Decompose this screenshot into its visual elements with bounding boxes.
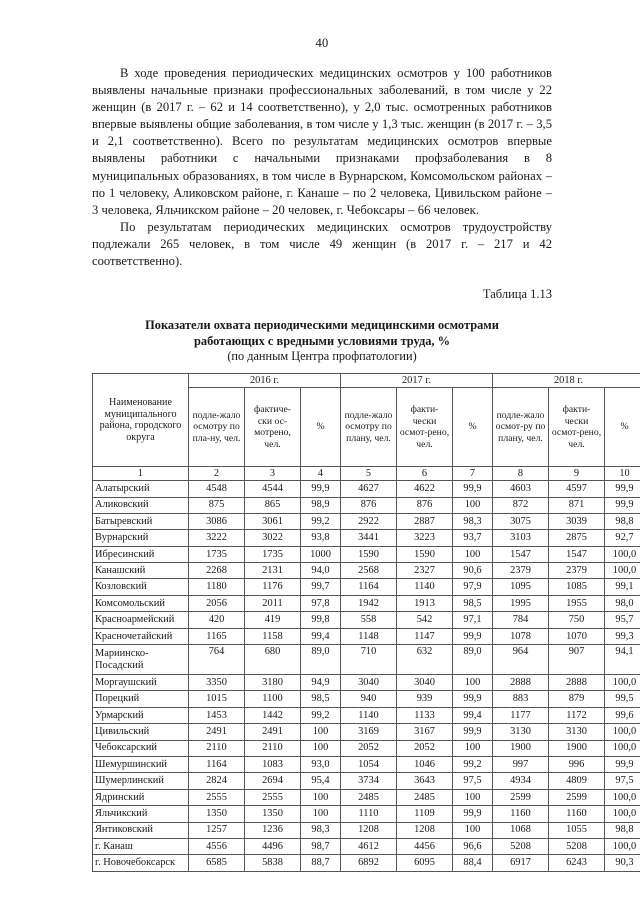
row-value-col-5: 6892 bbox=[341, 855, 397, 871]
table-row bbox=[93, 773, 640, 789]
header-2017-plan: подле-жало осмотру по плану, чел. bbox=[341, 388, 397, 467]
row-value-col-10: 100,0 bbox=[605, 546, 640, 562]
row-value-col-2: 1164 bbox=[189, 756, 245, 772]
row-value-col-7: 97,1 bbox=[453, 612, 493, 628]
row-value-col-2: 1165 bbox=[189, 628, 245, 644]
table-source: (по данным Центра профпатологии) bbox=[227, 349, 417, 364]
row-value-col-7: 100 bbox=[453, 497, 493, 513]
table-row bbox=[93, 481, 640, 497]
row-value-col-4: 100 bbox=[301, 740, 341, 756]
table-row bbox=[93, 645, 640, 675]
row-value-col-4: 99,8 bbox=[301, 612, 341, 628]
row-value-col-4: 100 bbox=[301, 806, 341, 822]
row-value-col-3: 865 bbox=[245, 497, 301, 513]
row-value-col-10: 99,6 bbox=[605, 707, 640, 723]
row-value-col-3: 1176 bbox=[245, 579, 301, 595]
row-value-col-9: 1055 bbox=[549, 822, 605, 838]
row-value-col-6: 3040 bbox=[397, 675, 453, 691]
row-district-name: Красночетайский bbox=[93, 628, 189, 644]
row-value-col-5: 876 bbox=[341, 497, 397, 513]
row-value-col-9: 4597 bbox=[549, 481, 605, 497]
row-district-name: г. Новочебоксарск bbox=[93, 855, 189, 871]
row-value-col-10: 100,0 bbox=[605, 806, 640, 822]
row-value-col-4: 99,7 bbox=[301, 579, 341, 595]
row-value-col-8: 1547 bbox=[493, 546, 549, 562]
row-value-col-2: 1015 bbox=[189, 691, 245, 707]
table-row bbox=[93, 675, 640, 691]
row-district-name: Алатырский bbox=[93, 481, 189, 497]
col-number-10: 10 bbox=[605, 467, 640, 481]
row-value-col-4: 94,9 bbox=[301, 675, 341, 691]
row-value-col-7: 90,6 bbox=[453, 563, 493, 579]
row-value-col-7: 99,9 bbox=[453, 806, 493, 822]
row-value-col-8: 3075 bbox=[493, 513, 549, 529]
row-value-col-2: 1453 bbox=[189, 707, 245, 723]
row-value-col-6: 542 bbox=[397, 612, 453, 628]
row-value-col-9: 2875 bbox=[549, 530, 605, 546]
row-value-col-5: 3734 bbox=[341, 773, 397, 789]
row-district-name: Аликовский bbox=[93, 497, 189, 513]
row-value-col-6: 3643 bbox=[397, 773, 453, 789]
row-value-col-2: 4548 bbox=[189, 481, 245, 497]
row-value-col-8: 883 bbox=[493, 691, 549, 707]
row-value-col-4: 1000 bbox=[301, 546, 341, 562]
row-value-col-3: 5838 bbox=[245, 855, 301, 871]
row-value-col-5: 2568 bbox=[341, 563, 397, 579]
row-value-col-5: 558 bbox=[341, 612, 397, 628]
row-value-col-10: 100,0 bbox=[605, 838, 640, 854]
row-value-col-3: 1100 bbox=[245, 691, 301, 707]
row-value-col-10: 92,7 bbox=[605, 530, 640, 546]
row-value-col-5: 1590 bbox=[341, 546, 397, 562]
row-value-col-8: 2599 bbox=[493, 789, 549, 805]
row-value-col-6: 1109 bbox=[397, 806, 453, 822]
header-2017-fact: факти-чески осмот-рено, чел. bbox=[397, 388, 453, 467]
page-number: 40 bbox=[315, 36, 329, 50]
col-number-3: 3 bbox=[245, 467, 301, 481]
row-value-col-9: 5208 bbox=[549, 838, 605, 854]
row-district-name: Комсомольский bbox=[93, 595, 189, 611]
row-district-name: Урмарский bbox=[93, 707, 189, 723]
row-value-col-8: 6917 bbox=[493, 855, 549, 871]
row-value-col-6: 1208 bbox=[397, 822, 453, 838]
header-2016-pct: % bbox=[301, 388, 341, 467]
row-district-name: Яльчикский bbox=[93, 806, 189, 822]
row-value-col-5: 1054 bbox=[341, 756, 397, 772]
row-district-name: Шемуршинский bbox=[93, 756, 189, 772]
row-value-col-3: 4496 bbox=[245, 838, 301, 854]
row-value-col-4: 100 bbox=[301, 789, 341, 805]
row-value-col-8: 1095 bbox=[493, 579, 549, 595]
row-value-col-3: 1735 bbox=[245, 546, 301, 562]
table-title-line1: Показатели охвата периодическими медицинскими осмотрами bbox=[145, 318, 499, 333]
row-value-col-8: 784 bbox=[493, 612, 549, 628]
row-value-col-8: 872 bbox=[493, 497, 549, 513]
header-2018-pct: % bbox=[605, 388, 640, 467]
row-value-col-2: 6585 bbox=[189, 855, 245, 871]
table-row bbox=[93, 612, 640, 628]
row-value-col-8: 4603 bbox=[493, 481, 549, 497]
header-2017-pct: % bbox=[453, 388, 493, 467]
row-value-col-5: 2922 bbox=[341, 513, 397, 529]
row-district-name: Вурнарский bbox=[93, 530, 189, 546]
row-value-col-8: 3103 bbox=[493, 530, 549, 546]
row-district-name: Моргаушский bbox=[93, 675, 189, 691]
table-row bbox=[93, 513, 640, 529]
row-value-col-3: 1442 bbox=[245, 707, 301, 723]
row-value-col-10: 98,8 bbox=[605, 513, 640, 529]
row-value-col-7: 97,9 bbox=[453, 579, 493, 595]
row-value-col-7: 98,5 bbox=[453, 595, 493, 611]
row-value-col-4: 89,0 bbox=[301, 645, 341, 675]
row-value-col-10: 99,1 bbox=[605, 579, 640, 595]
row-value-col-10: 99,9 bbox=[605, 756, 640, 772]
row-value-col-6: 939 bbox=[397, 691, 453, 707]
row-value-col-3: 2131 bbox=[245, 563, 301, 579]
row-value-col-10: 98,8 bbox=[605, 822, 640, 838]
row-value-col-7: 99,4 bbox=[453, 707, 493, 723]
row-value-col-6: 3223 bbox=[397, 530, 453, 546]
row-value-col-8: 1078 bbox=[493, 628, 549, 644]
row-value-col-6: 2485 bbox=[397, 789, 453, 805]
row-value-col-5: 3441 bbox=[341, 530, 397, 546]
row-value-col-7: 99,9 bbox=[453, 724, 493, 740]
row-value-col-7: 96,6 bbox=[453, 838, 493, 854]
row-value-col-3: 3022 bbox=[245, 530, 301, 546]
row-value-col-8: 1160 bbox=[493, 806, 549, 822]
row-value-col-6: 1590 bbox=[397, 546, 453, 562]
row-value-col-5: 940 bbox=[341, 691, 397, 707]
row-value-col-6: 1147 bbox=[397, 628, 453, 644]
row-value-col-7: 99,9 bbox=[453, 628, 493, 644]
header-group-2016: 2016 г. bbox=[189, 374, 341, 388]
row-value-col-5: 1148 bbox=[341, 628, 397, 644]
row-value-col-5: 1208 bbox=[341, 822, 397, 838]
row-value-col-5: 4627 bbox=[341, 481, 397, 497]
row-value-col-5: 2485 bbox=[341, 789, 397, 805]
row-value-col-6: 632 bbox=[397, 645, 453, 675]
table-row bbox=[93, 756, 640, 772]
row-value-col-7: 100 bbox=[453, 740, 493, 756]
row-value-col-7: 98,3 bbox=[453, 513, 493, 529]
row-value-col-6: 1133 bbox=[397, 707, 453, 723]
row-value-col-5: 1164 bbox=[341, 579, 397, 595]
row-value-col-10: 99,3 bbox=[605, 628, 640, 644]
row-value-col-2: 1735 bbox=[189, 546, 245, 562]
row-value-col-4: 98,7 bbox=[301, 838, 341, 854]
row-value-col-5: 1110 bbox=[341, 806, 397, 822]
header-name-column: Наименование муниципального района, городского округа bbox=[93, 374, 189, 467]
row-value-col-9: 2599 bbox=[549, 789, 605, 805]
row-value-col-9: 6243 bbox=[549, 855, 605, 871]
row-value-col-7: 89,0 bbox=[453, 645, 493, 675]
table-head-row-groups bbox=[93, 374, 640, 388]
row-value-col-6: 1140 bbox=[397, 579, 453, 595]
table-head-row-numbering bbox=[93, 467, 640, 481]
row-value-col-10: 98,0 bbox=[605, 595, 640, 611]
col-number-5: 5 bbox=[341, 467, 397, 481]
row-value-col-10: 95,7 bbox=[605, 612, 640, 628]
row-value-col-6: 2327 bbox=[397, 563, 453, 579]
row-value-col-10: 100,0 bbox=[605, 675, 640, 691]
row-district-name: Красноармейский bbox=[93, 612, 189, 628]
row-value-col-6: 1913 bbox=[397, 595, 453, 611]
header-group-2018: 2018 г. bbox=[493, 374, 640, 388]
table-row bbox=[93, 855, 640, 871]
row-value-col-10: 90,3 bbox=[605, 855, 640, 871]
row-value-col-8: 5208 bbox=[493, 838, 549, 854]
row-value-col-9: 1070 bbox=[549, 628, 605, 644]
row-value-col-2: 2268 bbox=[189, 563, 245, 579]
row-value-col-8: 2379 bbox=[493, 563, 549, 579]
row-district-name: Ибресинский bbox=[93, 546, 189, 562]
row-value-col-2: 2555 bbox=[189, 789, 245, 805]
row-value-col-5: 2052 bbox=[341, 740, 397, 756]
row-value-col-9: 907 bbox=[549, 645, 605, 675]
row-value-col-6: 1046 bbox=[397, 756, 453, 772]
row-value-col-4: 99,9 bbox=[301, 481, 341, 497]
row-value-col-7: 99,9 bbox=[453, 481, 493, 497]
row-value-col-9: 1085 bbox=[549, 579, 605, 595]
row-value-col-8: 4934 bbox=[493, 773, 549, 789]
row-value-col-4: 100 bbox=[301, 724, 341, 740]
row-value-col-9: 871 bbox=[549, 497, 605, 513]
row-value-col-3: 419 bbox=[245, 612, 301, 628]
row-value-col-9: 4809 bbox=[549, 773, 605, 789]
row-value-col-3: 1350 bbox=[245, 806, 301, 822]
row-value-col-3: 2555 bbox=[245, 789, 301, 805]
row-value-col-10: 97,5 bbox=[605, 773, 640, 789]
col-number-7: 7 bbox=[453, 467, 493, 481]
row-value-col-2: 2824 bbox=[189, 773, 245, 789]
row-value-col-2: 2110 bbox=[189, 740, 245, 756]
row-value-col-2: 2491 bbox=[189, 724, 245, 740]
table-row bbox=[93, 707, 640, 723]
table-row bbox=[93, 740, 640, 756]
row-value-col-9: 2888 bbox=[549, 675, 605, 691]
row-value-col-2: 3350 bbox=[189, 675, 245, 691]
paragraph-2: По результатам периодических медицинских осмотров трудоустройству подлежали 265 человек, в том числе 49 женщин (в 2017 г. – 217 и 42 соответственно). bbox=[92, 219, 552, 269]
row-value-col-10: 99,9 bbox=[605, 497, 640, 513]
row-value-col-7: 93,7 bbox=[453, 530, 493, 546]
row-value-col-8: 3130 bbox=[493, 724, 549, 740]
row-value-col-9: 996 bbox=[549, 756, 605, 772]
row-value-col-9: 879 bbox=[549, 691, 605, 707]
table-row bbox=[93, 546, 640, 562]
row-value-col-2: 2056 bbox=[189, 595, 245, 611]
row-value-col-8: 997 bbox=[493, 756, 549, 772]
paragraph-1: В ходе проведения периодических медицинских осмотров у 100 работников выявлены начальные признаки профессиональных заболеваний, в том числе у 22 женщин (в 2017 г. – 62 и 14 соответственно), у 2,0 тыс. осмотренных работников впервые выявлены общие заболевания, в том числе у 1,3 тыс. женщин (в 2017 г. – 3,5 и 2,1 соответственно). Всего по результатам медицинских осмотров впервые выявлены работники с начальными признаками профзаболевания в 8 муниципальных образованиях, в том числе в Вурнарском, Комсомольском районах – по 1 человеку, Аликовском районе, г. Канаше – по 2 человека, Цивильском районе – 3 человека, Яльчикском районе – 20 человек, г. Чебоксары – 66 человек. bbox=[92, 66, 552, 217]
row-value-col-9: 1160 bbox=[549, 806, 605, 822]
row-district-name: Козловский bbox=[93, 579, 189, 595]
header-2018-fact: факти-чески осмот-рено, чел. bbox=[549, 388, 605, 467]
row-value-col-5: 4612 bbox=[341, 838, 397, 854]
row-value-col-3: 1236 bbox=[245, 822, 301, 838]
row-value-col-7: 100 bbox=[453, 789, 493, 805]
table-body bbox=[93, 481, 640, 872]
table-row bbox=[93, 806, 640, 822]
row-value-col-2: 875 bbox=[189, 497, 245, 513]
col-number-1: 1 bbox=[93, 467, 189, 481]
row-value-col-10: 94,1 bbox=[605, 645, 640, 675]
row-value-col-5: 710 bbox=[341, 645, 397, 675]
row-value-col-8: 1900 bbox=[493, 740, 549, 756]
row-value-col-9: 1547 bbox=[549, 546, 605, 562]
table-row bbox=[93, 789, 640, 805]
row-value-col-9: 3039 bbox=[549, 513, 605, 529]
row-value-col-8: 2888 bbox=[493, 675, 549, 691]
row-value-col-5: 1140 bbox=[341, 707, 397, 723]
row-value-col-2: 3086 bbox=[189, 513, 245, 529]
row-value-col-7: 100 bbox=[453, 546, 493, 562]
row-value-col-3: 1158 bbox=[245, 628, 301, 644]
row-value-col-3: 4544 bbox=[245, 481, 301, 497]
row-value-col-6: 2052 bbox=[397, 740, 453, 756]
row-value-col-2: 4556 bbox=[189, 838, 245, 854]
row-value-col-4: 98,3 bbox=[301, 822, 341, 838]
table-head bbox=[93, 374, 640, 481]
row-value-col-4: 99,2 bbox=[301, 513, 341, 529]
header-group-2017: 2017 г. bbox=[341, 374, 493, 388]
coverage-table bbox=[92, 373, 640, 872]
row-value-col-6: 4456 bbox=[397, 838, 453, 854]
row-value-col-10: 100,0 bbox=[605, 789, 640, 805]
row-value-col-10: 100,0 bbox=[605, 724, 640, 740]
row-value-col-8: 1177 bbox=[493, 707, 549, 723]
table-row bbox=[93, 724, 640, 740]
row-value-col-4: 95,4 bbox=[301, 773, 341, 789]
row-value-col-4: 99,2 bbox=[301, 707, 341, 723]
row-value-col-3: 2011 bbox=[245, 595, 301, 611]
row-value-col-5: 3040 bbox=[341, 675, 397, 691]
row-district-name: г. Канаш bbox=[93, 838, 189, 854]
table-row bbox=[93, 497, 640, 513]
row-value-col-10: 99,5 bbox=[605, 691, 640, 707]
row-value-col-7: 97,5 bbox=[453, 773, 493, 789]
row-value-col-2: 420 bbox=[189, 612, 245, 628]
row-value-col-4: 99,4 bbox=[301, 628, 341, 644]
row-value-col-3: 680 bbox=[245, 645, 301, 675]
row-value-col-7: 88,4 bbox=[453, 855, 493, 871]
table-row bbox=[93, 530, 640, 546]
table-row bbox=[93, 691, 640, 707]
col-number-4: 4 bbox=[301, 467, 341, 481]
row-value-col-9: 750 bbox=[549, 612, 605, 628]
row-value-col-4: 88,7 bbox=[301, 855, 341, 871]
row-value-col-4: 93,0 bbox=[301, 756, 341, 772]
row-value-col-9: 1900 bbox=[549, 740, 605, 756]
row-value-col-2: 1257 bbox=[189, 822, 245, 838]
row-district-name: Батыревский bbox=[93, 513, 189, 529]
table-row bbox=[93, 579, 640, 595]
row-value-col-10: 99,9 bbox=[605, 481, 640, 497]
row-value-col-3: 3061 bbox=[245, 513, 301, 529]
row-value-col-10: 100,0 bbox=[605, 740, 640, 756]
col-number-9: 9 bbox=[549, 467, 605, 481]
row-value-col-2: 764 bbox=[189, 645, 245, 675]
col-number-8: 8 bbox=[493, 467, 549, 481]
row-district-name: Порецкий bbox=[93, 691, 189, 707]
table-label: Таблица 1.13 bbox=[482, 287, 552, 302]
row-district-name: Мариинско-Посадский bbox=[93, 645, 189, 675]
table-row bbox=[93, 838, 640, 854]
col-number-2: 2 bbox=[189, 467, 245, 481]
header-2016-plan: подле-жало осмотру по пла-ну, чел. bbox=[189, 388, 245, 467]
row-value-col-5: 1942 bbox=[341, 595, 397, 611]
row-value-col-6: 6095 bbox=[397, 855, 453, 871]
row-value-col-6: 4622 bbox=[397, 481, 453, 497]
row-value-col-3: 2110 bbox=[245, 740, 301, 756]
row-value-col-6: 2887 bbox=[397, 513, 453, 529]
table-row bbox=[93, 628, 640, 644]
row-value-col-3: 3180 bbox=[245, 675, 301, 691]
row-value-col-3: 2491 bbox=[245, 724, 301, 740]
row-value-col-4: 97,8 bbox=[301, 595, 341, 611]
row-value-col-4: 94,0 bbox=[301, 563, 341, 579]
row-value-col-9: 1955 bbox=[549, 595, 605, 611]
table-row bbox=[93, 595, 640, 611]
row-district-name: Канашский bbox=[93, 563, 189, 579]
row-district-name: Шумерлинский bbox=[93, 773, 189, 789]
row-value-col-8: 1068 bbox=[493, 822, 549, 838]
row-value-col-9: 3130 bbox=[549, 724, 605, 740]
row-value-col-7: 99,2 bbox=[453, 756, 493, 772]
table-row bbox=[93, 563, 640, 579]
row-value-col-4: 98,5 bbox=[301, 691, 341, 707]
row-district-name: Ядринский bbox=[93, 789, 189, 805]
row-value-col-2: 1180 bbox=[189, 579, 245, 595]
row-value-col-3: 1083 bbox=[245, 756, 301, 772]
table-row bbox=[93, 822, 640, 838]
row-value-col-8: 964 bbox=[493, 645, 549, 675]
row-value-col-7: 100 bbox=[453, 822, 493, 838]
table-title-line2: работающих с вредными условиями труда, % bbox=[193, 334, 450, 349]
row-value-col-2: 3222 bbox=[189, 530, 245, 546]
row-value-col-6: 3167 bbox=[397, 724, 453, 740]
row-value-col-10: 100,0 bbox=[605, 563, 640, 579]
row-value-col-7: 100 bbox=[453, 675, 493, 691]
header-2018-plan: подле-жало осмот-ру по плану, чел. bbox=[493, 388, 549, 467]
row-value-col-9: 2379 bbox=[549, 563, 605, 579]
col-number-6: 6 bbox=[397, 467, 453, 481]
row-district-name: Цивильский bbox=[93, 724, 189, 740]
header-2016-fact: фактиче-ски ос-мотрено, чел. bbox=[245, 388, 301, 467]
row-value-col-4: 93,8 bbox=[301, 530, 341, 546]
row-value-col-6: 876 bbox=[397, 497, 453, 513]
row-value-col-4: 98,9 bbox=[301, 497, 341, 513]
table-title bbox=[92, 317, 552, 349]
row-district-name: Янтиковский bbox=[93, 822, 189, 838]
row-value-col-7: 99,9 bbox=[453, 691, 493, 707]
row-district-name: Чебоксарский bbox=[93, 740, 189, 756]
row-value-col-5: 3169 bbox=[341, 724, 397, 740]
row-value-col-9: 1172 bbox=[549, 707, 605, 723]
row-value-col-8: 1995 bbox=[493, 595, 549, 611]
row-value-col-2: 1350 bbox=[189, 806, 245, 822]
row-value-col-3: 2694 bbox=[245, 773, 301, 789]
